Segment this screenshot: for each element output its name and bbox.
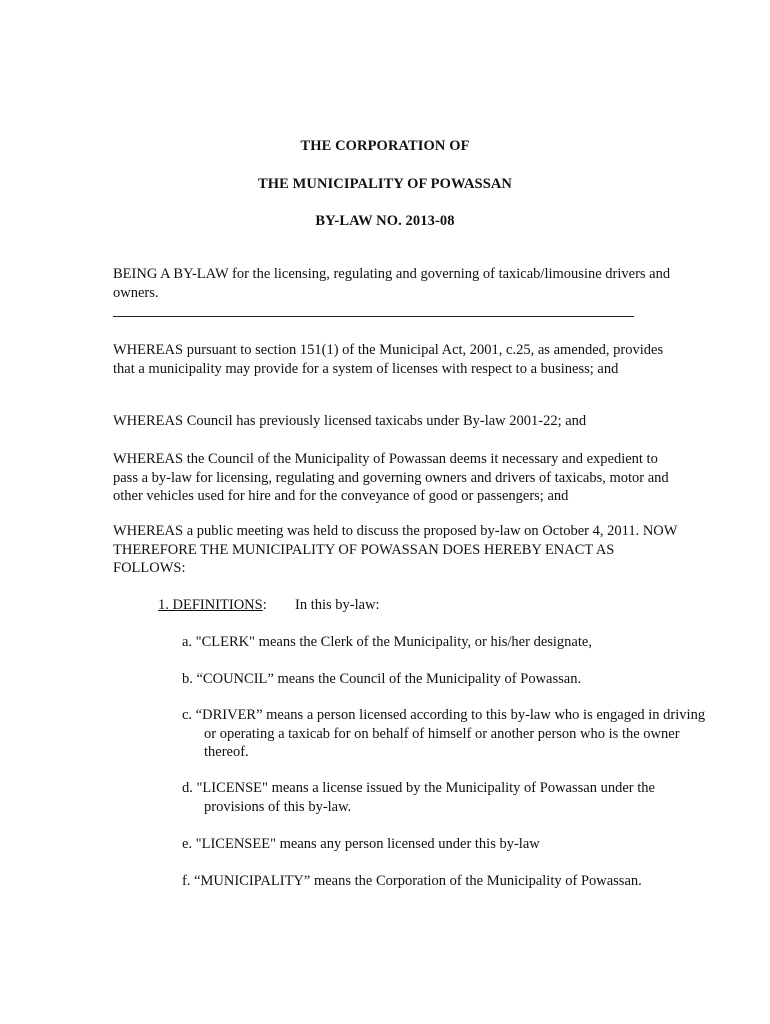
definition-municipality: f. “MUNICIPALITY” means the Corporation of the Municipality of Powassan. bbox=[182, 873, 642, 889]
section-definitions-title bbox=[158, 596, 267, 614]
whereas-clause-3: WHEREAS the Council of the Municipality of Powassan deems it necessary and expedient to pass a by-law for licensing, regulating and governing owners and drivers of taxicabs, motor and other vehicles used for hire and for the conveyance of good or passengers; and bbox=[113, 451, 669, 504]
whereas-clause-4: WHEREAS a public meeting was held to discuss the proposed by-law on October 4, 2011. NOW THEREFORE THE MUNICIPALITY OF POWASSAN DOES HEREBY ENACT AS FOLLOWS: bbox=[113, 523, 678, 576]
heading-bylaw-number: BY-LAW NO. 2013-08 bbox=[315, 213, 455, 229]
section-definitions-colon: : bbox=[262, 597, 267, 613]
section-definitions-label: 1. DEFINITIONS bbox=[158, 597, 263, 613]
purpose-statement: BEING A BY-LAW for the licensing, regulating and governing of taxicab/limousine drivers and owners. bbox=[113, 266, 671, 301]
heading-municipality: THE MUNICIPALITY OF POWASSAN bbox=[257, 176, 513, 192]
whereas-clause-2: WHEREAS Council has previously licensed taxicabs under By-law 2001-22; and bbox=[113, 413, 587, 429]
definition-clerk: a. "CLERK" means the Clerk of the Municipality, or his/her designate, bbox=[182, 634, 592, 650]
definition-licensee: e. "LICENSEE" means any person licensed under this by-law bbox=[182, 836, 540, 852]
definition-council: b. “COUNCIL” means the Council of the Municipality of Powassan. bbox=[182, 671, 582, 687]
definition-driver: c. “DRIVER” means a person licensed according to this by-law who is engaged in driving or operating a taxicab for on behalf of himself or another person who is the owner thereof. bbox=[182, 707, 706, 760]
definition-license: d. "LICENSE" means a license issued by the Municipality of Powassan under the provisions of this by-law. bbox=[182, 780, 655, 815]
heading-corporation: THE CORPORATION OF bbox=[300, 138, 470, 154]
section-definitions-intro: In this by-law: bbox=[295, 597, 380, 613]
separator-line bbox=[113, 316, 634, 317]
whereas-clause-1: WHEREAS pursuant to section 151(1) of the Municipal Act, 2001, c.25, as amended, provides that a municipality may provide for a system of licenses with respect to a business; and bbox=[113, 342, 664, 377]
